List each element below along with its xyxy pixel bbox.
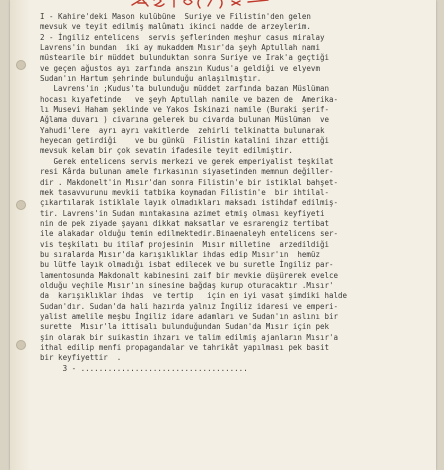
document-line: tir. Lavrens'in Sudan mıntakasına azimet etmiş olması keyfiyeti (40, 208, 325, 218)
document-line: I - Kahire'deki Mason kulübüne Suriye ve Filistin'den gelen (40, 12, 311, 21)
document-line: 2 - İngiliz entelicens servis şeflerinden meşhur casus miralay (40, 32, 325, 42)
document-line: nin de pek ziyade şayanı dikkat maksatlar ve esrarengiz tertibat (40, 218, 329, 228)
document-line: bir keyfiyettir . (40, 353, 122, 363)
document-line: olduğu veçhile Mısır'ın sinesine bağdaş kurup oturacaktır .Mısır' (40, 280, 334, 290)
document-line: bu sıralarda Mısır'da karışıklıklar ihdas edip Mısır'ın hemüz (40, 249, 320, 259)
document-line: ve geçen ağustos ayı zarfında anszın Kudus'a geldiği ve elyevm (40, 63, 320, 73)
document-line: çıkartılarak istiklale layık olmadıkları maksadı istihdaf edilmiş- (40, 198, 339, 208)
document-line: resi Kârda bulunan amele fırkasının siyasetinden memnun değiller- (40, 167, 334, 177)
document-line: Ağlama duvarı ) civarına gelerek bu civarda bulunan Müslüman ve (40, 115, 329, 125)
document-line: da karışıklıklar ihdas ve tertip için en iyi vasat şimdiki halde (40, 291, 348, 301)
document-line: Sudan'ın Hartum şehrinde bulunduğu anlaşılmıştır. (40, 74, 262, 84)
document-line: bu lütfe layık olmadığı isbat edilecek ve bu suretle İngiliz par- (40, 260, 334, 270)
punch-hole (16, 60, 26, 70)
document-line: ithal edilip menfi propagandalar ve tahrikât yapılması pek basit (40, 343, 329, 352)
document-line: dir . Makdonelt'in Mısır'dan sonra Filistin'e bir istiklal bahşet- (40, 177, 339, 187)
document-line: mevsuk kelam bir çok sevatin ifadesile teyit edilmiştir. (40, 146, 293, 156)
document-line: vis teşkilatı bu itilaf projesinin Mısır milletine arzedildiği (40, 239, 329, 249)
document-line: şin olarak bir suikastin ihzarı ve talim edilmiş ajanların Mısır'a (40, 332, 339, 342)
document-line: mevsuk ve teyit edilmiş malûmatı ikinci nadde de arzeylerim. (40, 22, 311, 32)
document-line: müstearile bir müddet bulunduktan sonra Suriye ve Irak'a geçtiği (40, 53, 329, 63)
handwritten-annotation (128, 0, 278, 10)
document-line: mek tasavvurunu mevkii tatbika koymadan Filistin'e bir ihtilal- (40, 187, 329, 197)
document-line: hocası kıyafetinde ve şeyh Aptullah namile ve bazen de Amerika- (40, 94, 339, 104)
document-line: Lavrens'in bundan iki ay mukaddem Mısır'da şeyh Aptullah nami (40, 43, 320, 53)
typed-text-body (40, 12, 434, 374)
document-line: Yahudi'lere ayrı ayrı vakitlerde zehirli telkinatta bulunarak (40, 125, 325, 135)
document-line: lı Musevi Haham şeklinde ve Yakos İskinazi namile (Buraki şerif- (40, 105, 329, 115)
document-page (10, 0, 436, 470)
document-line: lamentosunda Makdonalt kabinesini zaif bir mevkie düşürerek evelce (40, 270, 339, 280)
document-line: Lavrens'in ;Kudus'ta bulunduğu müddet zarfında bazan Müslüman (40, 84, 329, 94)
document-line: 3 - ..................................... (40, 363, 248, 373)
document-line: ile alakadar olduğu temin edilmektedir.Binaenaleyh entelicens ser- (40, 229, 339, 239)
document-line: surette Mısır'la ittisalı bulunduğundan Sudan'da Mısır için pek (40, 322, 329, 332)
document-line: heyecan getirdiği ve bu günkü Filistin katalini ihzar ettiği (40, 136, 329, 146)
binding-margin (10, 0, 30, 470)
document-line: yalist amelile meşbu İngiliz idare adamları ve Sudan'ın aslını bir (40, 311, 339, 321)
document-line: Sudan'dır. Sudan'da hali hazırda yalnız İngiliz idaresi ve emperi- (40, 301, 339, 311)
punch-hole (16, 340, 26, 350)
punch-hole (16, 200, 26, 210)
document-line: Gerek entelicens servis merkezi ve gerek emperiyalist teşkilat (40, 156, 334, 166)
